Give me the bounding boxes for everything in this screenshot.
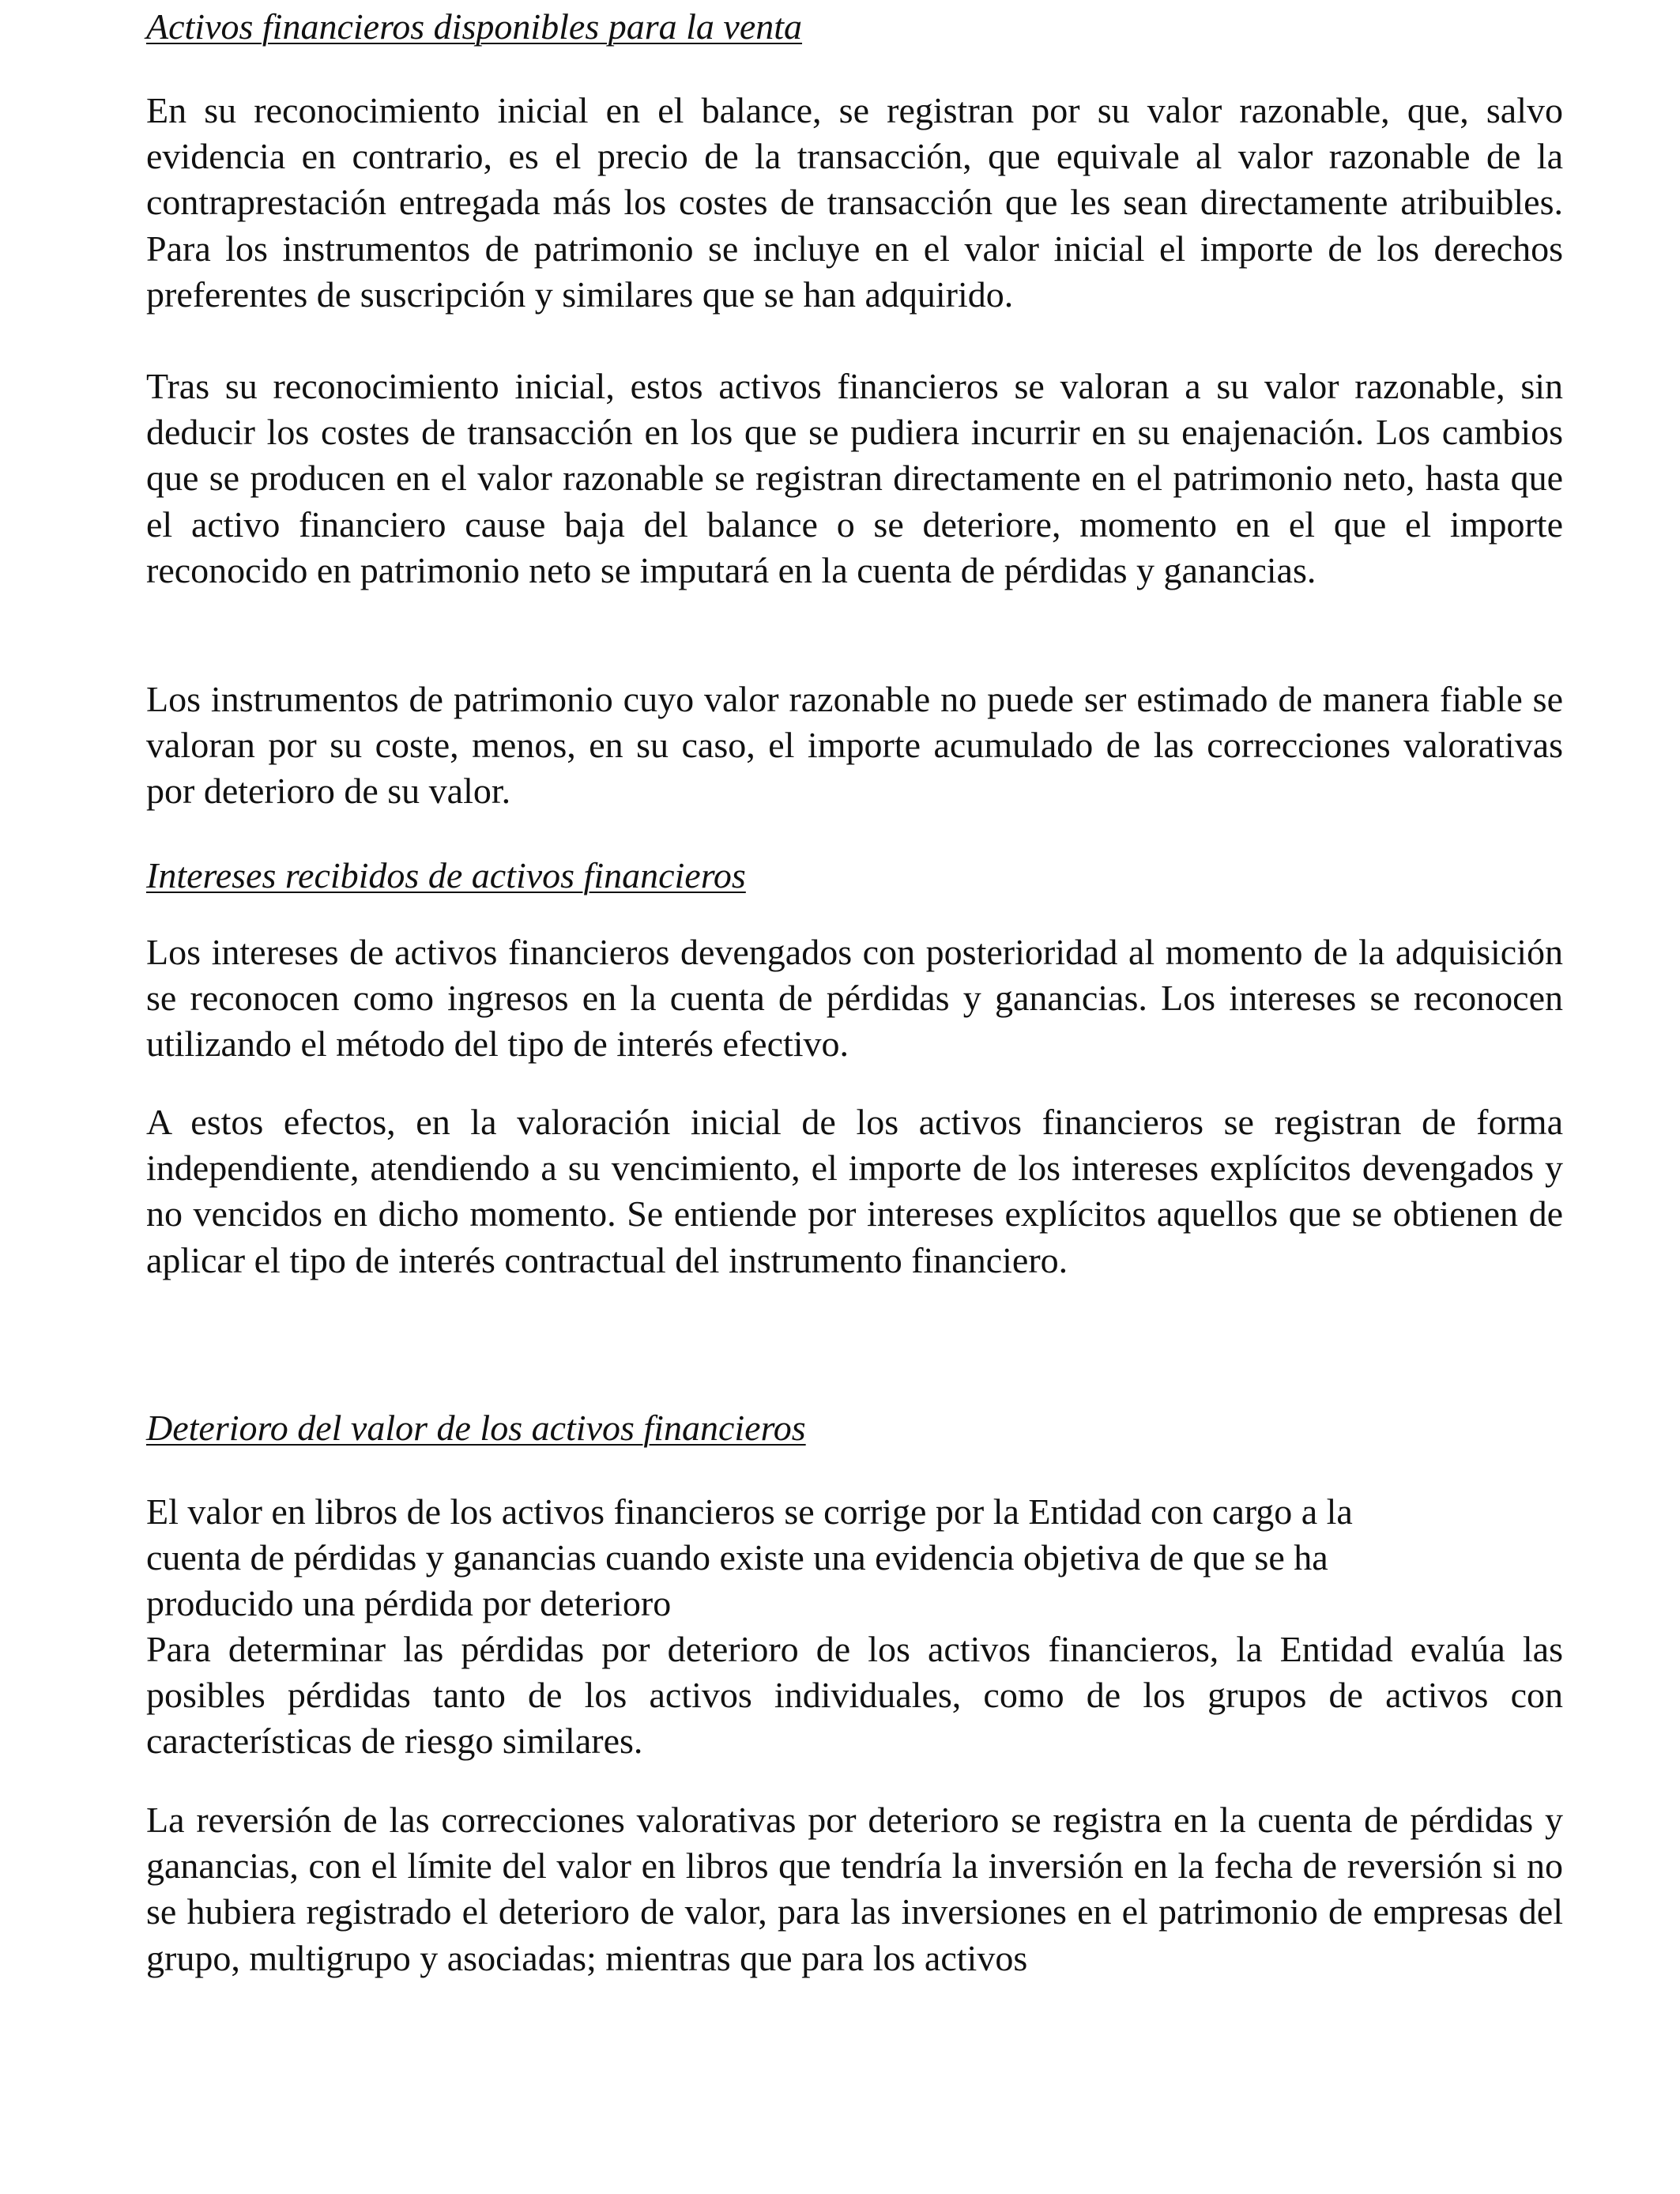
heading-impairment: Deterioro del valor de los activos financieros — [146, 1408, 806, 1448]
heading-interest-received: Intereses recibidos de activos financieros — [146, 855, 746, 895]
paragraph-impairment-intro — [146, 1489, 1563, 1627]
impairment-intro-line-1: El valor en libros de los activos financieros se corrige por la Entidad con cargo a la — [146, 1491, 1353, 1532]
paragraph-impairment-assessment: Para determinar las pérdidas por deterioro de los activos financieros, la Entidad evalúa las posibles pérdidas tanto de los activos individuales, como de los grupos de activos con características de riesgo similares. — [146, 1629, 1563, 1762]
impairment-intro-line-2: cuenta de pérdidas y ganancias cuando existe una evidencia objetiva de que se ha — [146, 1537, 1328, 1578]
impairment-intro-line-3: producido una pérdida por deterioro — [146, 1583, 672, 1624]
paragraph-reversal: La reversión de las correcciones valorativas por deterioro se registra en la cuenta de pérdidas y ganancias, con el límite del valor en libros que tendría la inversión en la fecha de reversión si no se hubiera registrado el deterioro de valor, para las inversiones en el patrimonio de empresas del grupo, multigrupo y asociadas; mientras que para los activos — [146, 1800, 1563, 1978]
paragraph-initial-recognition: En su reconocimiento inicial en el balance, se registran por su valor razonable, que, salvo evidencia en contrario, es el precio de la transacción, que equivale al valor razonable de la contraprestación entregada más los costes de transacción que les sean directamente atribuibles. Para los instrumentos de patrimonio se incluye en el valor inicial el importe de los derechos preferentes de suscripción y similares que se han adquirido. — [146, 90, 1563, 315]
paragraph-interest-recognition: Los intereses de activos financieros devengados con posterioridad al momento de la adquisición se reconocen como ingresos en la cuenta de pérdidas y ganancias. Los intereses se reconocen utilizando el método del tipo de interés efectivo. — [146, 932, 1563, 1065]
paragraph-subsequent-valuation: Tras su reconocimiento inicial, estos activos financieros se valoran a su valor razonable, sin deducir los costes de transacción en los que se pudiera incurrir en su enajenación. Los cambios que se producen en el valor razonable se registran directamente en el patrimonio neto, hasta que el activo financiero cause baja del balance o se deteriore, momento en el que el importe reconocido en patrimonio neto se imputará en la cuenta de pérdidas y ganancias. — [146, 366, 1563, 590]
document-page — [146, 0, 1563, 2194]
heading-available-for-sale: Activos financieros disponibles para la venta — [146, 6, 803, 47]
paragraph-equity-instruments: Los instrumentos de patrimonio cuyo valor razonable no puede ser estimado de manera fiable se valoran por su coste, menos, en su caso, el importe acumulado de las correcciones valorativas por deterioro de su valor. — [146, 679, 1563, 812]
paragraph-explicit-interest: A estos efectos, en la valoración inicial de los activos financieros se registran de forma independiente, atendiendo a su vencimiento, el importe de los intereses explícitos devengados y no vencidos en dicho momento. Se entiende por intereses explícitos aquellos que se obtienen de aplicar el tipo de interés contractual del instrumento financiero. — [146, 1102, 1563, 1280]
